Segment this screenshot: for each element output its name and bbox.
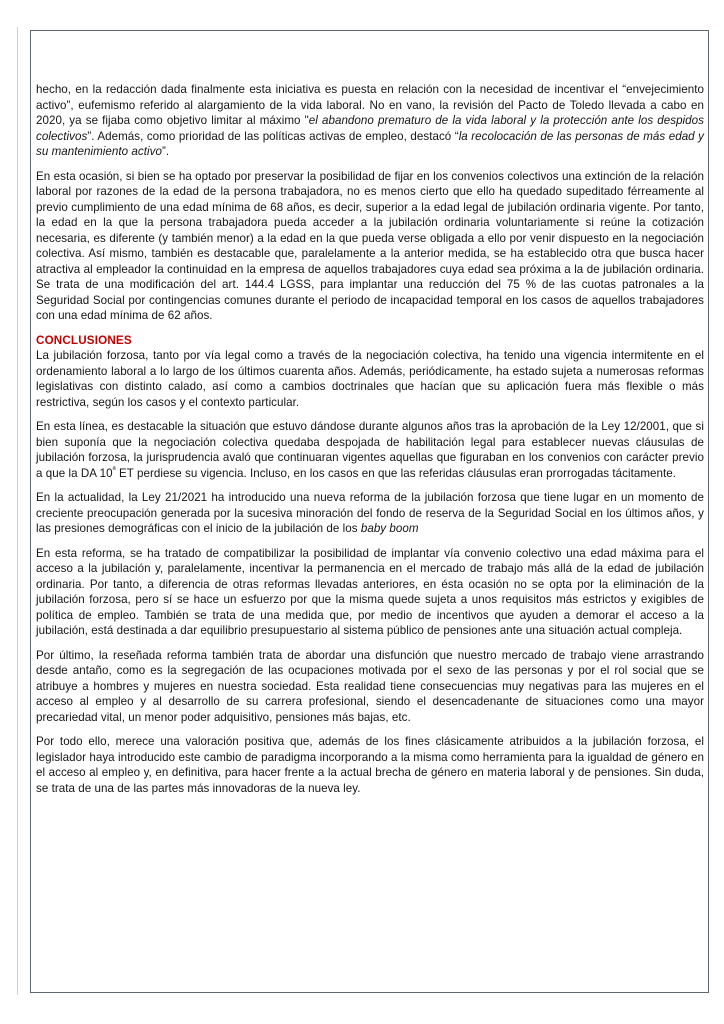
paragraph-1-part-3: ”. bbox=[161, 145, 170, 158]
paragraph-edad-minima-68-anos: En esta ocasión, si bien se ha optado por preservar la posibilidad de fijar en los convenios colectivos una extinción de la relación laboral por razones de la edad de la persona trabajadora, no es menos cierto que ello ha quedado supeditado férreamente al previo cumplimiento de una edad mínima de 68 años, es decir, superior a la edad legal de jubilación ordinaria vigente. Por tanto, la edad en la que la persona trabajadora pueda acceder a la jubilación ordinaria voluntariamente si reúne la cotización necesaria, es diferente (y también menor) a la edad en la que pueda verse obligada a ello por venir dispuesto en la negociación colectiva. Así mismo, también es destacable que, paralelamente a la anterior medida, se ha establecido otra que busca hacer atractiva al empleador la continuidad en la empresa de aquellos trabajadores cuya edad sea próxima a la de jubilación ordinaria. Se trata de una modificación del art. 144.4 LGSS, para implantar una reducción del 75 % de las cuotas patronales a la Seguridad Social por contingencias comunes durante el periodo de incapacidad temporal en los casos de aquellos trabajadores con una edad mínima de 62 años. bbox=[36, 169, 704, 322]
paragraph-1-italic-recolocacion: la recolocación de las personas de más edad y su mantenimiento activo bbox=[36, 129, 704, 158]
paragraph-1-part-2: ”. Además, como prioridad de las políticas activas de empleo, destacó “ bbox=[87, 129, 459, 143]
page-frame bbox=[30, 30, 709, 993]
document-body bbox=[36, 82, 704, 796]
ordinal-superscript-decima: ª bbox=[112, 463, 116, 474]
paragraph-1-italic-abandono-prematuro: el abandono prematuro de la vida laboral y la protección ante los despidos colectivos bbox=[36, 114, 704, 143]
left-binding-rule bbox=[17, 27, 18, 995]
paragraph-ley-21-2021 bbox=[36, 490, 704, 537]
paragraph-ley-12-2001 bbox=[36, 419, 704, 481]
paragraph-1-part-1: hecho, en la redacción dada finalmente esta iniciativa es puesta en relación con la necesidad de incentivar el “envejecimiento activo”, eufemismo referido al alargamiento de la vida laboral. No en vano, la revisión del Pacto de Toledo llevada a cabo en 2020, ya se fijaba como objetivo limitar al máximo " bbox=[36, 83, 704, 127]
paragraph-valoracion-positiva: Por todo ello, merece una valoración positiva que, además de los fines clásicamente atribuidos a la jubilación forzosa, el legislador haya introducido este cambio de paradigma incorporando a la misma como herramienta para la igualdad de género en el acceso al empleo y, en definitiva, para hacer frente a la actual brecha de género en materia laboral y de pensiones. Sin duda, se trata de una de las partes más innovadoras de la nueva ley. bbox=[36, 735, 704, 795]
paragraph-jubilacion-forzosa-vigencia: La jubilación forzosa, tanto por vía legal como a través de la negociación colectiva, ha tenido una vigencia intermitente en el ordenamiento laboral a lo largo de los últimos cuarenta años. Además, periódicamente, ha estado sujeta a numerosas reformas legislativas con distinto calado, así como a cambios doctrinales que hacían que su aplicación fuera más flexible o más restrictiva, según los casos y el contexto particular. bbox=[36, 349, 704, 409]
section-heading-conclusiones: CONCLUSIONES bbox=[36, 333, 132, 347]
paragraph-continuation-envejecimiento-activo bbox=[36, 82, 704, 160]
paragraph-4-part-2: ET perdiese su vigencia. Incluso, en los casos en que las referidas cláusulas eran prorrogadas tácitamente. bbox=[115, 466, 677, 480]
paragraph-segregacion-ocupaciones: Por último, la reseñada reforma también trata de abordar una disfunción que nuestro mercado de trabajo viene arrastrando desde antaño, como es la segregación de las ocupaciones motivada por el sexo de las personas y por el rol social que se atribuye a hombres y mujeres en nuestra sociedad. Esta realidad tiene consecuencias muy negativas para las mujeres en el acceso al empleo y al desarrollo de su carrera profesional, siendo el desencadenante de situaciones como una mayor precariedad vital, un menor poder adquisitivo, pensiones más bajas, etc. bbox=[36, 648, 704, 724]
paragraph-5-italic-baby-boom: baby boom bbox=[360, 522, 419, 535]
paragraph-reforma-compatibilizar: En esta reforma, se ha tratado de compatibilizar la posibilidad de implantar vía convenio colectivo una edad máxima para el acceso a la jubilación y, paralelamente, incentivar la permanencia en el mercado de trabajo más allá de la edad de jubilación ordinaria. Por tanto, a diferencia de otras reformas llevadas anteriores, en ésta ocasión no se opta por la eliminación de la jubilación forzosa, pero sí se hace un esfuerzo por que la misma quede sujeta a unos requisitos más estrictos y exigibles de política de empleo. También se trata de una medida que, por medio de incentivos que ayuden a demorar el acceso a la jubilación, está destinada a dar equilibrio presupuestario al sistema público de pensiones ante una situación actual compleja. bbox=[36, 546, 704, 637]
paragraph-5-part-1: En la actualidad, la Ley 21/2021 ha introducido una nueva reforma de la jubilación forzosa que tiene lugar en un momento de creciente preocupación generada por la sucesiva minoración del fondo de reserva de la Seguridad Social en los últimos años, y las presiones demográficas con el inicio de la jubilación de los bbox=[36, 491, 704, 535]
paragraph-4-part-1: En esta línea, es destacable la situación que estuvo dándose durante algunos años tras la aprobación de la Ley 12/2001, que si bien suponía que la negociación colectiva quedaba despojada de habilitación legal para establecer nuevas cláusulas de jubilación forzosa, la jurisprudencia avaló que continuaran vigentes aquellas que figuraban en los convenios con carácter previo a que la DA 10 bbox=[36, 420, 704, 480]
